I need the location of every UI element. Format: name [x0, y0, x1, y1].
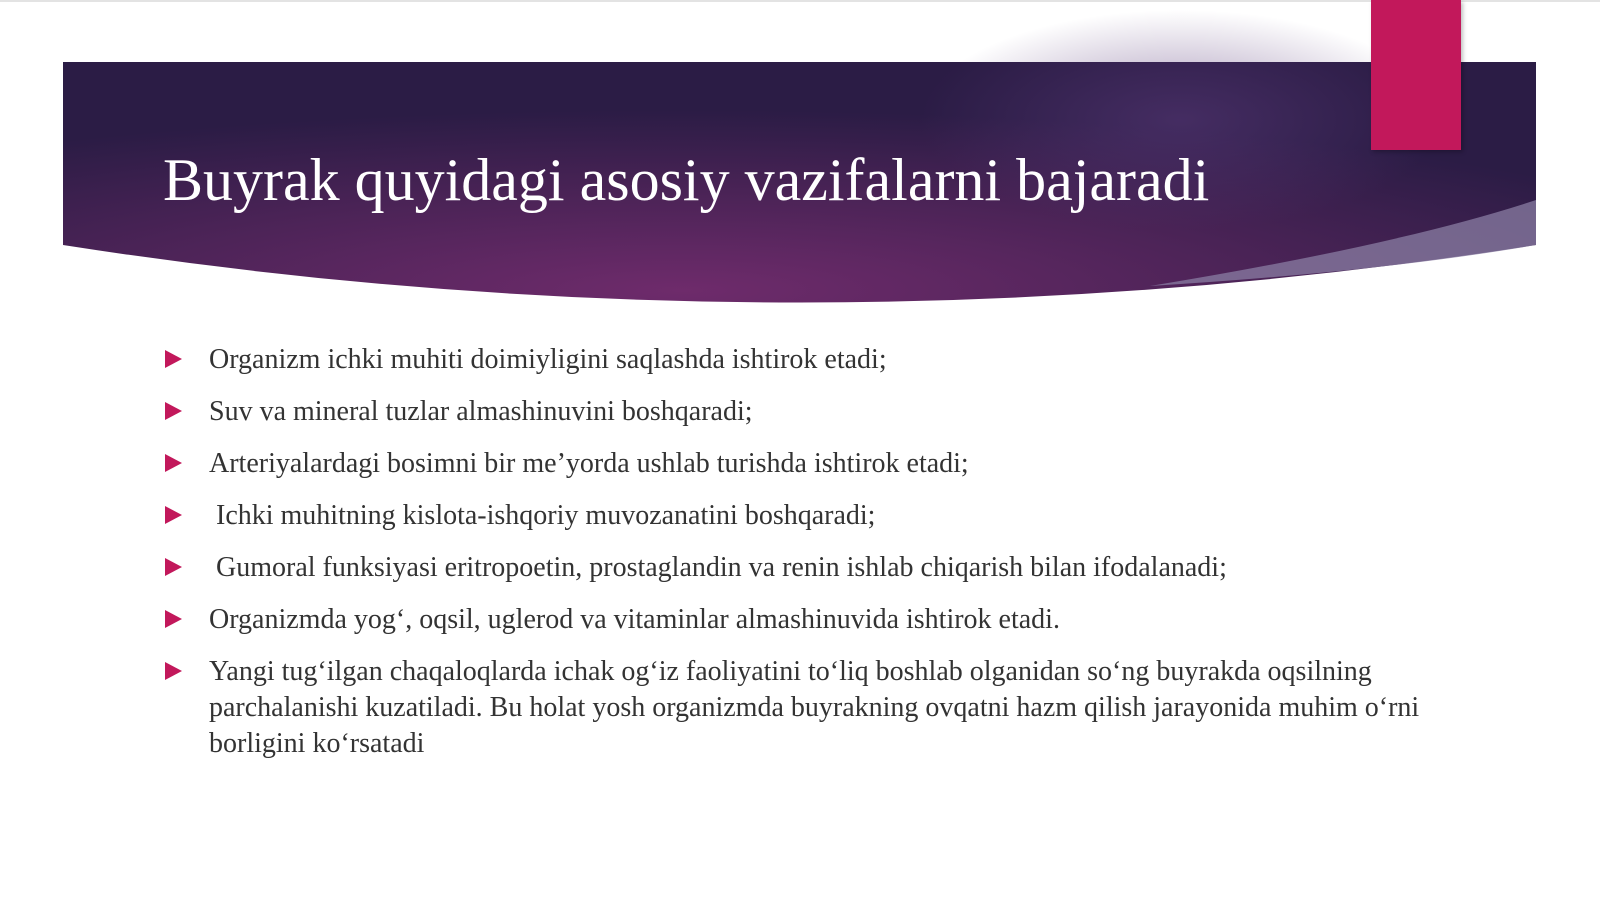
list-item	[163, 498, 1463, 534]
list-item-text: Organizm ichki muhiti doimiyligini saqlashda ishtirok etadi;	[209, 344, 887, 375]
triangle-right-icon	[165, 402, 182, 420]
triangle-right-icon	[165, 454, 182, 472]
list-item	[163, 550, 1463, 586]
triangle-right-icon	[165, 662, 182, 680]
list-item-text: Suv va mineral tuzlar almashinuvini boshqaradi;	[209, 396, 753, 427]
triangle-right-icon	[165, 506, 182, 524]
bullet-list	[163, 342, 1463, 778]
list-item	[163, 342, 1463, 378]
list-item-text: Arteriyalardagi bosimni bir me’yorda ushlab turishda ishtirok etadi;	[209, 448, 969, 479]
triangle-right-icon	[165, 558, 182, 576]
list-item	[163, 394, 1463, 430]
list-item	[163, 446, 1463, 482]
list-item-text: Organizmda yog‘, oqsil, uglerod va vitaminlar almashinuvida ishtirok etadi.	[209, 604, 1060, 635]
list-item-text: Gumoral funksiyasi eritropoetin, prostaglandin va renin ishlab chiqarish bilan ifodalanadi;	[209, 552, 1227, 583]
list-item-text: Ichki muhitning kislota-ishqoriy muvozanatini boshqaradi;	[209, 500, 876, 531]
accent-tab	[1371, 0, 1461, 150]
list-item	[163, 654, 1463, 762]
list-item-text: Yangi tug‘ilgan chaqaloqlarda ichak og‘iz faoliyatini to‘liq boshlab olganidan so‘ng buyrakda oqsilning parchalanishi kuzatiladi. Bu holat yosh organizmda buyrakning ovqatni hazm qilish jarayonida muhim o‘rni borligini ko‘rsatadi	[209, 656, 1420, 759]
triangle-right-icon	[165, 350, 182, 368]
slide-title: Buyrak quyidagi asosiy vazifalarni bajaradi	[163, 147, 1210, 213]
triangle-right-icon	[165, 610, 182, 628]
list-item	[163, 602, 1463, 638]
